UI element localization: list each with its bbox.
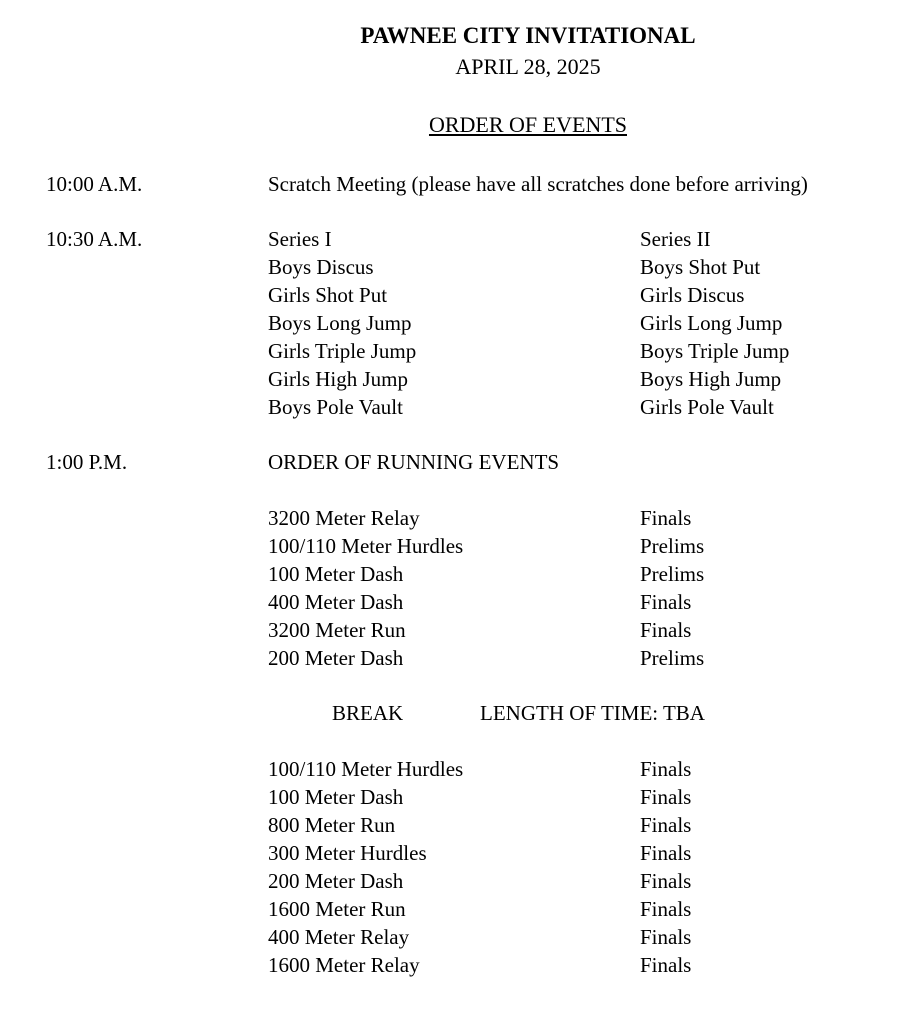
scratch-meeting-text: Scratch Meeting (please have all scratches done before arriving) <box>268 172 808 196</box>
second-session-rounds <box>640 755 691 979</box>
order-of-events-heading: ORDER OF EVENTS <box>428 112 627 137</box>
running-round-item: Finals <box>640 785 692 809</box>
series-1-item: Girls Triple Jump <box>268 339 417 363</box>
first-session-events <box>268 504 463 672</box>
running-events-heading: ORDER OF RUNNING EVENTS <box>268 450 560 474</box>
running-round-item: Prelims <box>640 534 705 558</box>
running-round-item: Finals <box>640 925 692 949</box>
series-2-item: Boys Triple Jump <box>640 339 790 363</box>
break-length: LENGTH OF TIME: TBA <box>480 701 705 725</box>
first-session-rounds <box>640 504 704 672</box>
running-round-item: Finals <box>640 869 692 893</box>
series-2-list <box>640 225 789 421</box>
series-2-item: Girls Discus <box>640 283 745 307</box>
series-1-item: Girls Shot Put <box>268 283 388 307</box>
running-round-item: Finals <box>640 841 692 865</box>
second-session-events <box>268 755 463 979</box>
running-event-item: 3200 Meter Relay <box>268 506 420 530</box>
running-round-item: Finals <box>640 590 692 614</box>
series-1-item: Girls High Jump <box>268 367 409 391</box>
series-1-list <box>268 225 416 421</box>
series-1-item: Boys Pole Vault <box>268 395 403 419</box>
series-2-item: Boys High Jump <box>640 367 782 391</box>
meet-date: APRIL 28, 2025 <box>455 54 601 79</box>
break-label: BREAK <box>332 701 404 725</box>
running-round-item: Finals <box>640 506 692 530</box>
series-2-item: Girls Pole Vault <box>640 395 774 419</box>
running-round-item: Finals <box>640 897 692 921</box>
running-round-item: Prelims <box>640 646 705 670</box>
running-event-item: 300 Meter Hurdles <box>268 841 427 865</box>
field-events-time: 10:30 A.M. <box>46 227 143 251</box>
running-round-item: Finals <box>640 813 692 837</box>
series-1-item: Series I <box>268 227 332 251</box>
running-round-item: Finals <box>640 618 692 642</box>
running-event-item: 100 Meter Dash <box>268 562 404 586</box>
running-round-item: Finals <box>640 953 692 977</box>
running-event-item: 1600 Meter Relay <box>268 953 420 977</box>
series-2-item: Series II <box>640 227 711 251</box>
series-2-item: Boys Shot Put <box>640 255 761 279</box>
running-events-time: 1:00 P.M. <box>46 450 128 474</box>
running-event-item: 100/110 Meter Hurdles <box>268 534 464 558</box>
running-event-item: 200 Meter Dash <box>268 646 404 670</box>
scratch-time: 10:00 A.M. <box>46 172 143 196</box>
running-event-item: 800 Meter Run <box>268 813 396 837</box>
running-event-item: 3200 Meter Run <box>268 618 406 642</box>
running-event-item: 400 Meter Relay <box>268 925 410 949</box>
running-event-item: 200 Meter Dash <box>268 869 404 893</box>
running-event-item: 100/110 Meter Hurdles <box>268 757 464 781</box>
series-1-item: Boys Discus <box>268 255 374 279</box>
running-event-item: 1600 Meter Run <box>268 897 406 921</box>
meet-title: PAWNEE CITY INVITATIONAL <box>360 23 696 48</box>
series-1-item: Boys Long Jump <box>268 311 412 335</box>
running-round-item: Finals <box>640 757 692 781</box>
running-event-item: 100 Meter Dash <box>268 785 404 809</box>
running-event-item: 400 Meter Dash <box>268 590 404 614</box>
running-round-item: Prelims <box>640 562 705 586</box>
series-2-item: Girls Long Jump <box>640 311 783 335</box>
